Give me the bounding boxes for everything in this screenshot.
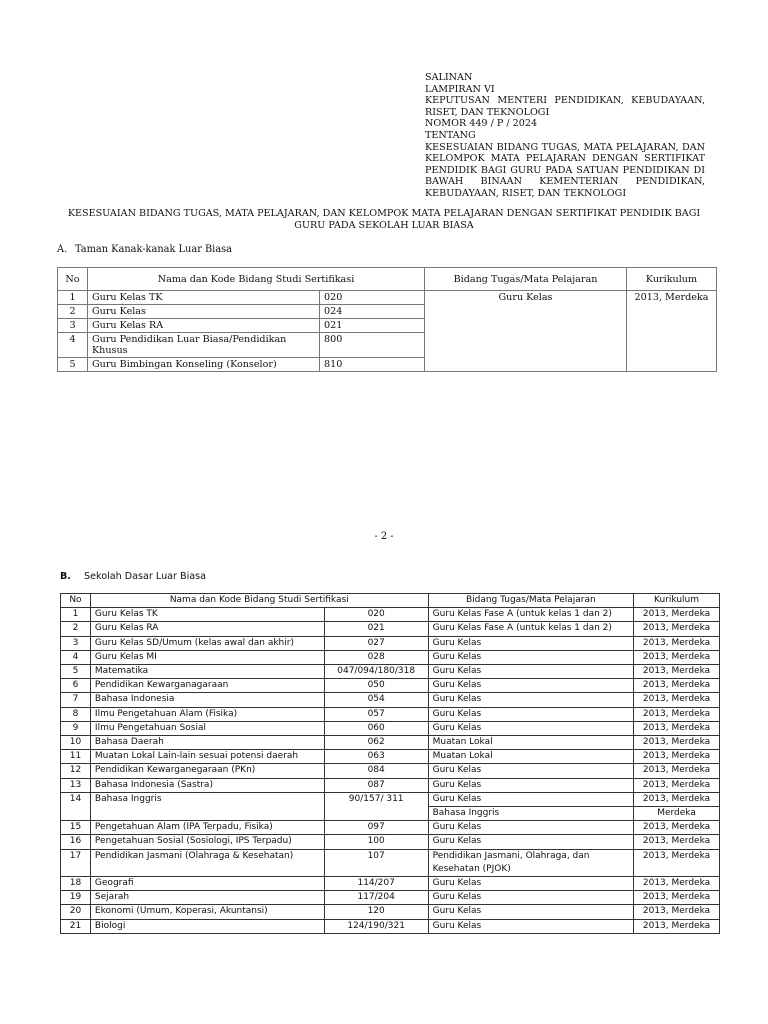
- table-row: [61, 707, 720, 721]
- cell-kurikulum: 2013, Merdeka: [634, 877, 720, 891]
- header-no: No: [58, 268, 88, 291]
- cell-kurikulum: 2013, Merdeka: [634, 679, 720, 693]
- cell-nama: Guru Bimbingan Konseling (Konselor): [88, 358, 320, 372]
- table-row: [61, 792, 720, 806]
- cell-nama: Biologi: [90, 919, 324, 933]
- cell-nama: Bahasa Indonesia (Sastra): [90, 778, 324, 792]
- cell-bidang: Guru Kelas: [428, 877, 633, 891]
- table-row: [61, 736, 720, 750]
- cell-kode: 062: [324, 736, 428, 750]
- cell-no: 3: [58, 319, 88, 333]
- cell-kode: 084: [324, 764, 428, 778]
- table-row: [61, 835, 720, 849]
- table-row: [61, 905, 720, 919]
- cell-no: 18: [61, 877, 91, 891]
- cell-no: 6: [61, 679, 91, 693]
- table-row: [61, 778, 720, 792]
- cell-no: 9: [61, 721, 91, 735]
- cell-kurikulum: 2013, Merdeka: [634, 608, 720, 622]
- cell-no: 16: [61, 835, 91, 849]
- cell-kurikulum: 2013, Merdeka: [634, 636, 720, 650]
- cell-no: 4: [58, 333, 88, 358]
- cell-bidang: Guru Kelas Fase A (untuk kelas 1 dan 2): [428, 622, 633, 636]
- cell-bidang: Guru Kelas: [428, 821, 633, 835]
- cell-no: 4: [61, 650, 91, 664]
- cell-kurikulum: 2013, Merdeka: [634, 821, 720, 835]
- cell-no: 15: [61, 821, 91, 835]
- cell-kode: 020: [324, 608, 428, 622]
- cell-nama: Ekonomi (Umum, Koperasi, Akuntansi): [90, 905, 324, 919]
- header-line: PENDIDIK BAGI GURU PADA SATUAN PENDIDIKAN DI: [425, 164, 705, 176]
- cell-nama: Guru Pendidikan Luar Biasa/Pendidikan Khusus: [88, 333, 320, 358]
- cell-kurikulum: 2013, Merdeka: [634, 891, 720, 905]
- cell-nama: Bahasa Inggris: [90, 792, 324, 820]
- cell-nama: Guru Kelas SD/Umum (kelas awal dan akhir): [90, 636, 324, 650]
- cell-nama: Guru Kelas TK: [90, 608, 324, 622]
- section-a-title: Taman Kanak-kanak Luar Biasa: [75, 244, 233, 255]
- cell-no: 21: [61, 919, 91, 933]
- header-bidang: Bidang Tugas/Mata Pelajaran: [425, 268, 627, 291]
- cell-no: 5: [61, 665, 91, 679]
- cell-nama: Pendidikan Jasmani (Olahraga & Kesehatan): [90, 849, 324, 876]
- cell-kurikulum: 2013, Merdeka: [634, 693, 720, 707]
- cell-nama: Geografi: [90, 877, 324, 891]
- cell-kode: 90/157/ 311: [324, 792, 428, 820]
- table-row: [61, 650, 720, 664]
- cell-kurikulum: 2013, Merdeka: [634, 721, 720, 735]
- table-row: [61, 622, 720, 636]
- table-row: [61, 679, 720, 693]
- cell-kode: 024: [320, 305, 425, 319]
- cell-no: 5: [58, 358, 88, 372]
- cell-kode: 050: [324, 679, 428, 693]
- table-row: [58, 291, 717, 305]
- cell-nama: Sejarah: [90, 891, 324, 905]
- table-header-row: [61, 594, 720, 608]
- table-row: [61, 665, 720, 679]
- header-line: KELOMPOK MATA PELAJARAN DENGAN SERTIFIKAT: [425, 153, 705, 165]
- cell-no: 3: [61, 636, 91, 650]
- document-title-line-1: KESESUAIAN BIDANG TUGAS, MATA PELAJARAN, DAN KELOMPOK MATA PELAJARAN DENGAN SERTIFIKAT PENDIDIK BAGI: [67, 208, 701, 219]
- cell-no: 8: [61, 707, 91, 721]
- cell-kurikulum: 2013, Merdeka: [634, 736, 720, 750]
- section-b-letter: B.: [60, 571, 71, 582]
- cell-bidang: Guru Kelas: [428, 778, 633, 792]
- cell-no: 14: [61, 792, 91, 820]
- cell-bidang: Guru Kelas: [425, 291, 627, 372]
- header-line: TENTANG: [425, 129, 476, 141]
- cell-nama: Bahasa Daerah: [90, 736, 324, 750]
- cell-nama: Matematika: [90, 665, 324, 679]
- cell-kode: 124/190/321: [324, 919, 428, 933]
- header-line: SALINAN: [425, 72, 473, 83]
- section-a-heading: [57, 244, 232, 255]
- cell-kode: 114/207: [324, 877, 428, 891]
- table-row: [61, 636, 720, 650]
- table-header-row: [58, 268, 717, 291]
- header-nama: Nama dan Kode Bidang Studi Sertifikasi: [90, 594, 428, 608]
- section-b-title: Sekolah Dasar Luar Biasa: [84, 571, 207, 582]
- cell-kode: 087: [324, 778, 428, 792]
- section-a-letter: A.: [57, 244, 68, 255]
- page-number: - 2 -: [374, 531, 394, 542]
- cell-bidang: Muatan Lokal: [428, 750, 633, 764]
- cell-kode: 028: [324, 650, 428, 664]
- header-nama: Nama dan Kode Bidang Studi Sertifikasi: [88, 268, 425, 291]
- cell-kurikulum: 2013, Merdeka: [634, 919, 720, 933]
- cell-no: 1: [58, 291, 88, 305]
- cell-kode: 120: [324, 905, 428, 919]
- cell-bidang: Guru Kelas: [428, 919, 633, 933]
- table-row: [61, 693, 720, 707]
- document-title-line-2: GURU PADA SEKOLAH LUAR BIASA: [294, 220, 474, 231]
- header-kurikulum: Kurikulum: [627, 268, 717, 291]
- cell-kode: 063: [324, 750, 428, 764]
- table-row: [61, 919, 720, 933]
- cell-nama: Pengetahuan Alam (IPA Terpadu, Fisika): [90, 821, 324, 835]
- cell-no: 12: [61, 764, 91, 778]
- table-section-b: [60, 593, 720, 934]
- cell-kurikulum: 2013, Merdeka: [627, 291, 717, 372]
- cell-nama: Guru Kelas: [88, 305, 320, 319]
- header-line: KEBUDAYAAN, RISET, DAN TEKNOLOGI: [425, 187, 627, 199]
- cell-no: 1: [61, 608, 91, 622]
- cell-kode: 057: [324, 707, 428, 721]
- cell-kode: 800: [320, 333, 425, 358]
- cell-kurikulum: 2013, Merdeka: [634, 764, 720, 778]
- cell-kurikulum: 2013, Merdeka: [634, 650, 720, 664]
- cell-bidang: Pendidikan Jasmani, Olahraga, dan Kesehatan (PJOK): [428, 849, 633, 876]
- cell-nama: Pendidikan Kewarganegaraan (PKn): [90, 764, 324, 778]
- table-row: [61, 608, 720, 622]
- header-line: KESESUAIAN BIDANG TUGAS, MATA PELAJARAN, DAN: [425, 141, 705, 153]
- cell-kurikulum: 2013, Merdeka: [634, 792, 720, 806]
- cell-no: 13: [61, 778, 91, 792]
- document-title: [40, 208, 728, 232]
- cell-kode: 054: [324, 693, 428, 707]
- cell-kurikulum: 2013, Merdeka: [634, 849, 720, 876]
- cell-bidang: Guru Kelas: [428, 764, 633, 778]
- header-bidang: Bidang Tugas/Mata Pelajaran: [428, 594, 633, 608]
- cell-kurikulum: 2013, Merdeka: [634, 707, 720, 721]
- table-row: [61, 891, 720, 905]
- cell-kurikulum: 2013, Merdeka: [634, 665, 720, 679]
- cell-kode: 020: [320, 291, 425, 305]
- cell-no: 17: [61, 849, 91, 876]
- cell-kode: 097: [324, 821, 428, 835]
- table-row: [61, 721, 720, 735]
- cell-bidang: Guru Kelas: [428, 835, 633, 849]
- header-kurikulum: Kurikulum: [634, 594, 720, 608]
- cell-kode: 117/204: [324, 891, 428, 905]
- cell-nama: Bahasa Indonesia: [90, 693, 324, 707]
- table-row: [61, 764, 720, 778]
- cell-kode: 060: [324, 721, 428, 735]
- cell-kurikulum2: Merdeka: [634, 807, 720, 821]
- cell-nama: Ilmu Pengetahuan Sosial: [90, 721, 324, 735]
- cell-bidang: Guru Kelas: [428, 693, 633, 707]
- cell-no: 2: [58, 305, 88, 319]
- cell-bidang: Guru Kelas: [428, 905, 633, 919]
- cell-bidang: Guru Kelas: [428, 721, 633, 735]
- cell-kurikulum: 2013, Merdeka: [634, 622, 720, 636]
- header-no: No: [61, 594, 91, 608]
- cell-nama: Guru Kelas MI: [90, 650, 324, 664]
- cell-bidang: Guru Kelas: [428, 707, 633, 721]
- cell-nama: Ilmu Pengetahuan Alam (Fisika): [90, 707, 324, 721]
- header-line: LAMPIRAN VI: [425, 83, 495, 95]
- header-line: BAWAH BINAAN KEMENTERIAN PENDIDIKAN,: [425, 176, 705, 188]
- cell-nama: Pengetahuan Sosial (Sosiologi, IPS Terpadu): [90, 835, 324, 849]
- cell-kurikulum: 2013, Merdeka: [634, 778, 720, 792]
- cell-no: 7: [61, 693, 91, 707]
- header-line: NOMOR 449 / P / 2024: [425, 118, 538, 130]
- cell-bidang: Guru Kelas: [428, 792, 633, 806]
- cell-nama: Guru Kelas RA: [88, 319, 320, 333]
- cell-kode: 047/094/180/318: [324, 665, 428, 679]
- cell-bidang: Guru Kelas: [428, 679, 633, 693]
- header-line: RISET, DAN TEKNOLOGI: [425, 106, 550, 118]
- cell-kode: 021: [320, 319, 425, 333]
- cell-bidang: Muatan Lokal: [428, 736, 633, 750]
- table-row: [61, 849, 720, 876]
- cell-nama: Guru Kelas TK: [88, 291, 320, 305]
- cell-kurikulum: 2013, Merdeka: [634, 905, 720, 919]
- cell-no: 2: [61, 622, 91, 636]
- cell-kode: 810: [320, 358, 425, 372]
- cell-nama: Muatan Lokal Lain-lain sesuai potensi daerah: [90, 750, 324, 764]
- table-row: [61, 750, 720, 764]
- cell-bidang: Guru Kelas: [428, 891, 633, 905]
- table-section-a: [57, 267, 717, 372]
- table-row: [61, 821, 720, 835]
- cell-kurikulum: 2013, Merdeka: [634, 750, 720, 764]
- cell-bidang: Guru Kelas Fase A (untuk kelas 1 dan 2): [428, 608, 633, 622]
- cell-bidang2: Bahasa Inggris: [428, 807, 633, 821]
- cell-kode: 021: [324, 622, 428, 636]
- cell-kode: 107: [324, 849, 428, 876]
- cell-no: 19: [61, 891, 91, 905]
- cell-nama: Guru Kelas RA: [90, 622, 324, 636]
- cell-bidang: Guru Kelas: [428, 665, 633, 679]
- cell-no: 11: [61, 750, 91, 764]
- table-row: [61, 877, 720, 891]
- document-header: [425, 72, 705, 200]
- cell-kurikulum: 2013, Merdeka: [634, 835, 720, 849]
- cell-bidang: Guru Kelas: [428, 636, 633, 650]
- cell-nama: Pendidikan Kewarganagaraan: [90, 679, 324, 693]
- cell-kode: 100: [324, 835, 428, 849]
- header-line: KEPUTUSAN MENTERI PENDIDIKAN, KEBUDAYAAN,: [425, 95, 705, 107]
- cell-no: 10: [61, 736, 91, 750]
- section-b-heading: [60, 571, 206, 582]
- cell-kode: 027: [324, 636, 428, 650]
- cell-no: 20: [61, 905, 91, 919]
- cell-bidang: Guru Kelas: [428, 650, 633, 664]
